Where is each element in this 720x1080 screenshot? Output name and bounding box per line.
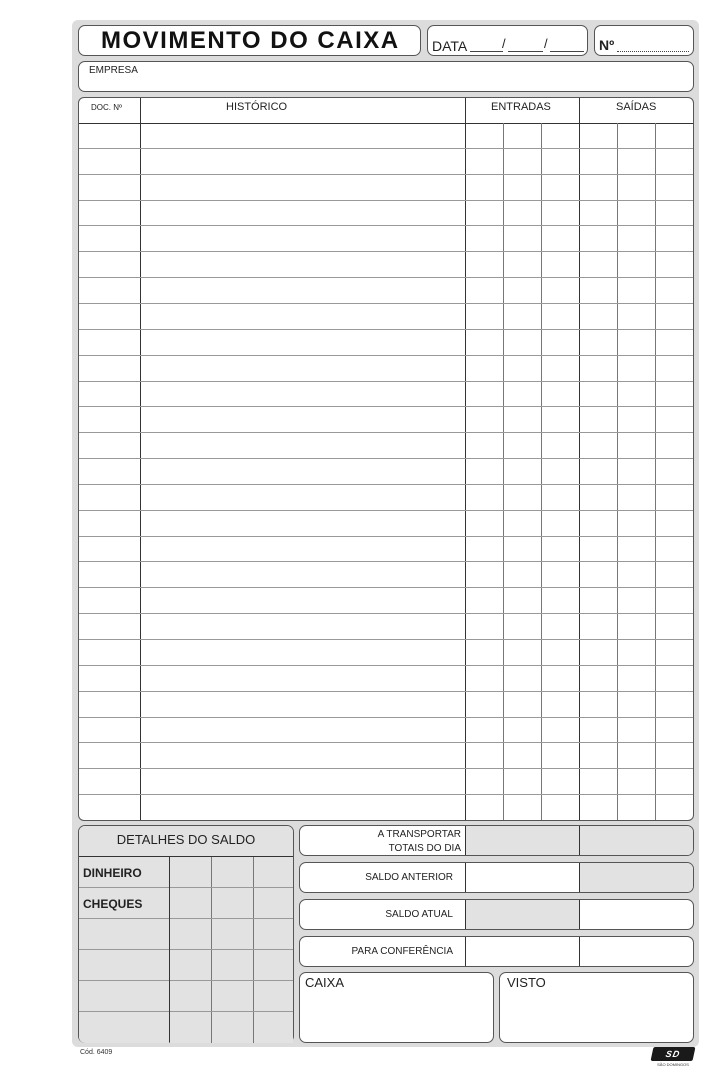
ledger-row[interactable] [79,382,693,408]
ledger-row[interactable] [79,511,693,537]
number-label: Nº [599,37,615,53]
saldo-anterior-entradas[interactable] [465,863,579,892]
col-historico-header: HISTÓRICO [226,101,288,113]
saldo-title: DETALHES DO SALDO [116,832,256,847]
saldo-value-cell[interactable] [169,981,211,1011]
date-label: DATA [432,38,468,54]
ledger-row[interactable] [79,718,693,744]
saldo-value-cell[interactable] [169,888,211,918]
ledger-row[interactable] [79,330,693,356]
conferencia-row [299,936,694,967]
saldo-row-label [79,919,169,949]
date-sep-2: / [544,36,548,51]
saldo-value-cell[interactable] [253,1012,293,1043]
saldo-value-cell[interactable] [253,888,293,918]
date-day-line[interactable] [470,51,503,52]
saldo-value-cell[interactable] [211,981,253,1011]
transportar-label [378,828,461,856]
ledger-row[interactable] [79,769,693,795]
saldo-row[interactable] [79,950,293,981]
ledger-rows[interactable] [79,123,693,820]
publisher-logo [651,1047,696,1061]
ledger-row[interactable] [79,692,693,718]
date-sep-1: / [502,36,506,51]
ledger-row[interactable] [79,537,693,563]
saldo-label-divider [169,857,170,1042]
empresa-label: EMPRESA [89,65,138,76]
ledger-row[interactable] [79,743,693,769]
saldo-row-label: DINHEIRO [79,857,169,887]
saldo-atual-row [299,899,694,930]
saldo-value-cell[interactable] [211,857,253,887]
saldo-anterior-label: SALDO ANTERIOR [365,872,453,883]
visto-label: VISTO [507,975,546,990]
saldo-value-cell[interactable] [253,950,293,980]
conferencia-entradas[interactable] [465,937,579,966]
saldo-value-cell[interactable] [169,857,211,887]
publisher-logo-text: SD [664,1049,682,1059]
saldo-row[interactable] [79,919,293,950]
saldo-row-label: CHEQUES [79,888,169,918]
date-month-line[interactable] [508,51,543,52]
ledger-row[interactable] [79,459,693,485]
saldo-value-cell[interactable] [211,919,253,949]
saldo-row[interactable] [79,857,293,888]
ledger-row[interactable] [79,149,693,175]
col-entradas-header: ENTRADAS [491,101,551,113]
form-title: MOVIMENTO DO CAIXA [101,27,400,54]
ledger-row[interactable] [79,433,693,459]
ledger-row[interactable] [79,252,693,278]
conferencia-label: PARA CONFERÊNCIA [351,946,453,957]
col-doc-header: DOC. Nº [91,103,122,112]
ledger-row[interactable] [79,795,693,821]
empresa-box[interactable] [78,61,694,92]
number-line[interactable] [617,51,689,52]
saldo-atual-label: SALDO ATUAL [385,909,453,920]
saldo-anterior-row [299,862,694,893]
saldo-atual-entradas [465,900,579,929]
publisher-name: SÃO DOMINGOS [657,1062,689,1067]
saldo-value-cell[interactable] [211,950,253,980]
saldo-title-cell [79,826,293,857]
saldo-value-cell[interactable] [211,1012,253,1043]
saldo-row[interactable] [79,981,293,1012]
saldo-rows[interactable] [79,857,293,1042]
saldo-row-label [79,981,169,1011]
transportar-saidas[interactable] [579,826,693,855]
saldo-panel [78,825,294,1043]
saldo-row-label [79,950,169,980]
saldo-value-cell[interactable] [253,981,293,1011]
saldo-value-cell[interactable] [253,857,293,887]
transportar-line-1: A TRANSPORTAR [377,829,461,840]
date-year-line[interactable] [550,51,584,52]
ledger-row[interactable] [79,123,693,149]
transportar-row [299,825,694,856]
title-box [78,25,421,56]
col-saidas-header: SAÍDAS [616,101,657,113]
number-box[interactable] [594,25,694,56]
ledger-row[interactable] [79,485,693,511]
ledger-row[interactable] [79,640,693,666]
saldo-atual-saidas[interactable] [579,900,693,929]
saldo-value-cell[interactable] [253,919,293,949]
saldo-value-cell[interactable] [211,888,253,918]
date-box[interactable] [427,25,588,56]
ledger-row[interactable] [79,201,693,227]
form-code: Cód. 6409 [80,1049,113,1056]
ledger-row[interactable] [79,614,693,640]
ledger-row[interactable] [79,175,693,201]
saldo-value-cell[interactable] [169,950,211,980]
conferencia-saidas[interactable] [579,937,693,966]
saldo-value-cell[interactable] [169,919,211,949]
ledger-row[interactable] [79,356,693,382]
ledger-row[interactable] [79,278,693,304]
saldo-row-label [79,1012,169,1043]
visto-signature-box[interactable] [499,972,694,1043]
saldo-row[interactable] [79,1012,293,1043]
ledger-row[interactable] [79,588,693,614]
caixa-signature-box[interactable] [299,972,494,1043]
ledger-row[interactable] [79,666,693,692]
saldo-anterior-saidas [579,863,693,892]
saldo-value-cell[interactable] [169,1012,211,1043]
ledger-row[interactable] [79,226,693,252]
ledger-row[interactable] [79,304,693,330]
ledger-row[interactable] [79,562,693,588]
saldo-row[interactable] [79,888,293,919]
caixa-label: CAIXA [305,975,345,990]
transportar-entradas[interactable] [465,826,579,855]
ledger-table [78,97,694,821]
ledger-row[interactable] [79,407,693,433]
transportar-line-2: TOTAIS DO DIA [388,843,461,854]
